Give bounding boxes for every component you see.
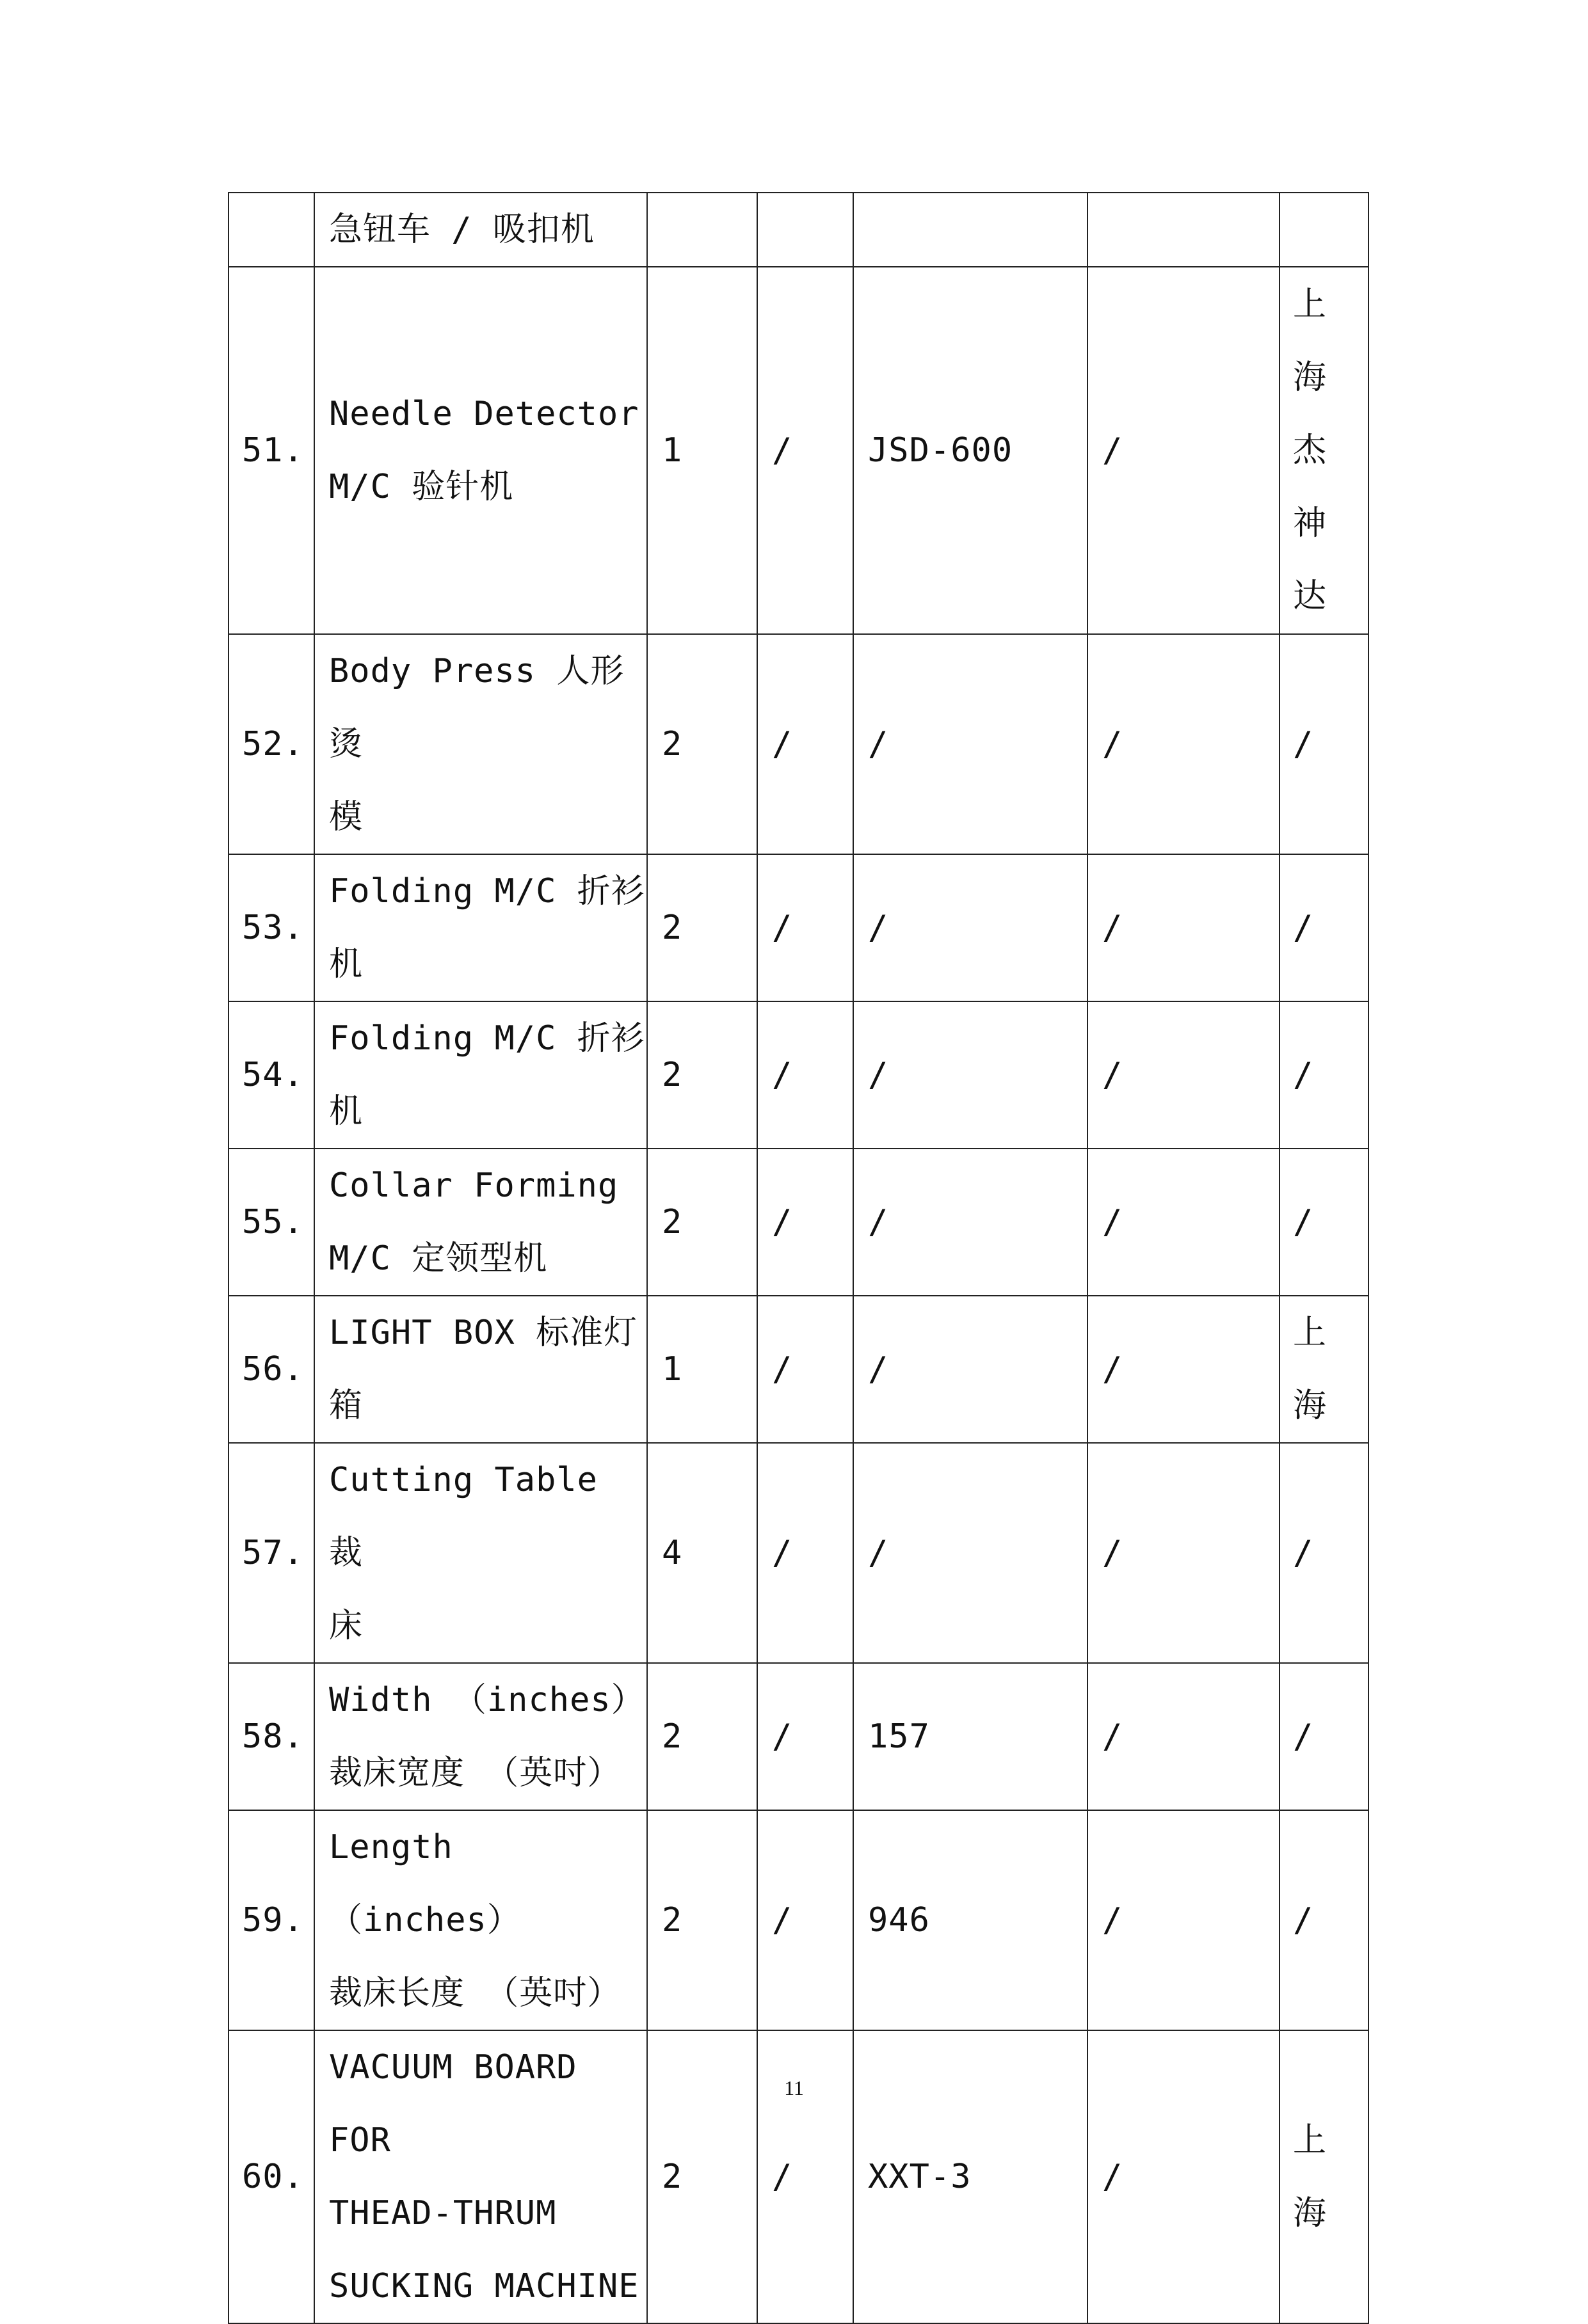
item-col-4: /: [757, 1001, 853, 1149]
item-description: Length （inches） 裁床长度 （英吋）: [314, 1810, 647, 2030]
item-origin: /: [1279, 1443, 1368, 1663]
table-row: [229, 634, 1368, 854]
item-number: 55.: [229, 1149, 314, 1296]
table-row: [229, 1810, 1368, 2030]
table-row: [229, 1149, 1368, 1296]
item-col-4: /: [757, 1810, 853, 2030]
item-col-4: /: [757, 634, 853, 854]
item-col-6: /: [1087, 267, 1279, 634]
item-col-4: /: [757, 1663, 853, 1810]
item-origin: 上 海: [1279, 1296, 1368, 1443]
item-description: Body Press 人形烫 模: [314, 634, 647, 854]
item-model: 157: [853, 1663, 1087, 1810]
item-col-6: /: [1087, 1001, 1279, 1149]
item-description: Folding M/C 折衫 机: [314, 854, 647, 1001]
item-origin: /: [1279, 1149, 1368, 1296]
table-row: [229, 854, 1368, 1001]
item-model: /: [853, 854, 1087, 1001]
item-quantity: 2: [647, 1810, 757, 2030]
item-number: 60.: [229, 2030, 314, 2323]
item-col-6: /: [1087, 1443, 1279, 1663]
item-description: Width （inches） 裁床宽度 （英吋）: [314, 1663, 647, 1810]
item-model: 946: [853, 1810, 1087, 2030]
item-description: Needle Detector M/C 验针机: [314, 267, 647, 634]
item-col-4: /: [757, 267, 853, 634]
table-row: [229, 267, 1368, 634]
item-model: /: [853, 1296, 1087, 1443]
item-number: 56.: [229, 1296, 314, 1443]
item-origin: [1279, 193, 1368, 267]
item-col-6: /: [1087, 1810, 1279, 2030]
item-origin: /: [1279, 1663, 1368, 1810]
item-col-4: /: [757, 2030, 853, 2323]
item-col-6: /: [1087, 2030, 1279, 2323]
item-col-6: /: [1087, 1663, 1279, 1810]
table-row: [229, 1443, 1368, 1663]
item-number: 54.: [229, 1001, 314, 1149]
item-quantity: [647, 193, 757, 267]
item-quantity: 2: [647, 854, 757, 1001]
item-origin: /: [1279, 634, 1368, 854]
item-model: JSD-600: [853, 267, 1087, 634]
item-origin: /: [1279, 854, 1368, 1001]
table-row: [229, 2030, 1368, 2323]
item-number: 57.: [229, 1443, 314, 1663]
item-quantity: 2: [647, 1663, 757, 1810]
item-quantity: 2: [647, 1149, 757, 1296]
item-number: 53.: [229, 854, 314, 1001]
item-description: 急钮车 / 吸扣机: [314, 193, 647, 267]
item-model: /: [853, 1001, 1087, 1149]
item-quantity: 1: [647, 1296, 757, 1443]
page-number: 11: [784, 2076, 804, 2099]
table-row: [229, 193, 1368, 267]
item-quantity: 2: [647, 634, 757, 854]
item-col-6: /: [1087, 634, 1279, 854]
item-model: /: [853, 1443, 1087, 1663]
item-col-6: /: [1087, 1296, 1279, 1443]
item-model: [853, 193, 1087, 267]
table-row: [229, 1296, 1368, 1443]
item-col-4: [757, 193, 853, 267]
item-number: 51.: [229, 267, 314, 634]
item-model: XXT-3: [853, 2030, 1087, 2323]
table-row: [229, 1001, 1368, 1149]
item-model: /: [853, 1149, 1087, 1296]
item-col-4: /: [757, 1296, 853, 1443]
item-quantity: 1: [647, 267, 757, 634]
item-col-4: /: [757, 1443, 853, 1663]
item-number: 59.: [229, 1810, 314, 2030]
item-col-6: [1087, 193, 1279, 267]
item-description: Cutting Table 裁 床: [314, 1443, 647, 1663]
item-col-6: /: [1087, 1149, 1279, 1296]
item-number: 58.: [229, 1663, 314, 1810]
item-description: Folding M/C 折衫 机: [314, 1001, 647, 1149]
item-origin: /: [1279, 1810, 1368, 2030]
item-description: Collar Forming M/C 定领型机: [314, 1149, 647, 1296]
table-row: [229, 1663, 1368, 1810]
item-col-4: /: [757, 1149, 853, 1296]
item-origin: 上 海: [1279, 2030, 1368, 2323]
item-description: LIGHT BOX 标准灯 箱: [314, 1296, 647, 1443]
equipment-table: [228, 192, 1369, 2324]
item-number: 52.: [229, 634, 314, 854]
item-origin: 上 海 杰 神 达: [1279, 267, 1368, 634]
item-model: /: [853, 634, 1087, 854]
item-col-4: /: [757, 854, 853, 1001]
item-origin: /: [1279, 1001, 1368, 1149]
item-col-6: /: [1087, 854, 1279, 1001]
item-quantity: 2: [647, 1001, 757, 1149]
item-description: VACUUM BOARD FOR THEAD-THRUM SUCKING MACHINE: [314, 2030, 647, 2323]
item-number: [229, 193, 314, 267]
item-quantity: 4: [647, 1443, 757, 1663]
item-quantity: 2: [647, 2030, 757, 2323]
